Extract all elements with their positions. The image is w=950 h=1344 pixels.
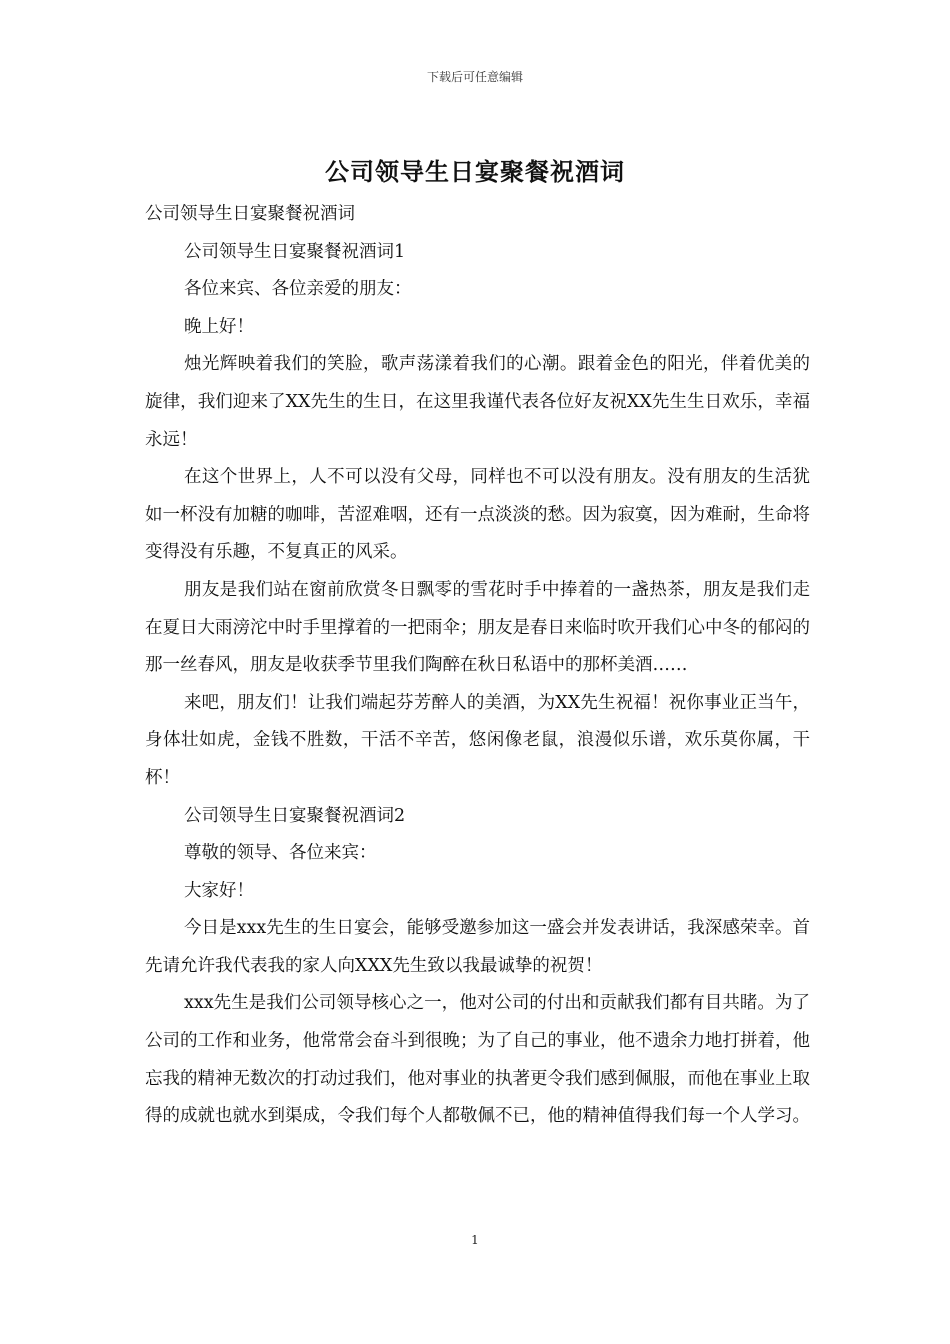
paragraph: 来吧，朋友们！让我们端起芬芳醉人的美酒，为XX先生祝福！祝你事业正当午，身体壮如虎，金钱不胜数，干活不辛苦，悠闲像老鼠，浪漫似乐谱，欢乐莫你属，干杯！ (145, 692, 810, 788)
header-note: 下载后可任意编辑 (426, 70, 523, 84)
paragraph: 烛光辉映着我们的笑脸，歌声荡漾着我们的心潮。跟着金色的阳光，伴着优美的旋律，我们迎来了XX先生的生日，在这里我谨代表各位好友祝XX先生生日欢乐，幸福永远！ (145, 354, 810, 450)
paragraph: 在这个世界上，人不可以没有父母，同样也不可以没有朋友。没有朋友的生活犹如一杯没有加糖的咖啡，苦涩难咽，还有一点淡淡的愁。因为寂寞，因为难耐，生命将变得没有乐趣，不复真正的风采。 (145, 467, 810, 563)
section-heading-1: 公司领导生日宴聚餐祝酒词1 (184, 241, 406, 262)
paragraph: 公司领导生日宴聚餐祝酒词 (145, 204, 355, 224)
paragraph: 今日是xxx先生的生日宴会，能够受邀参加这一盛会并发表讲话，我深感荣幸。首先请允许我代表我的家人向XXX先生致以我最诚挚的祝贺！ (145, 918, 810, 976)
section-heading-2: 公司领导生日宴聚餐祝酒词2 (184, 805, 406, 826)
paragraph: xxx先生是我们公司领导核心之一，他对公司的付出和贡献我们都有目共睹。为了公司的工作和业务，他常常会奋斗到很晚；为了自己的事业，他不遗余力地打拼着，他忘我的精神无数次的打动过我们，他对事业的执著更令我们感到佩服，而他在事业上取得的成就也就水到渠成，令我们每个人都敬佩不已，他的精神值得我们每一个人学习。 (145, 993, 810, 1127)
salutation: 各位来宾、各位亲爱的朋友： (184, 279, 412, 300)
salutation: 尊敬的领导、各位来宾： (184, 843, 377, 864)
document-title: 公司领导生日宴聚餐祝酒词 (325, 157, 625, 186)
greeting: 大家好！ (184, 880, 254, 901)
paragraph: 朋友是我们站在窗前欣赏冬日飘零的雪花时手中捧着的一盏热茶，朋友是我们走在夏日大雨滂沱中时手里撑着的一把雨伞；朋友是春日来临时吹开我们心中冬的郁闷的那一丝春风，朋友是收获季节里我们陶醉在秋日私语中的那杯美酒…… (145, 579, 810, 676)
page-number: 1 (471, 1233, 479, 1247)
greeting: 晚上好！ (184, 316, 254, 337)
document-body (145, 196, 810, 1136)
